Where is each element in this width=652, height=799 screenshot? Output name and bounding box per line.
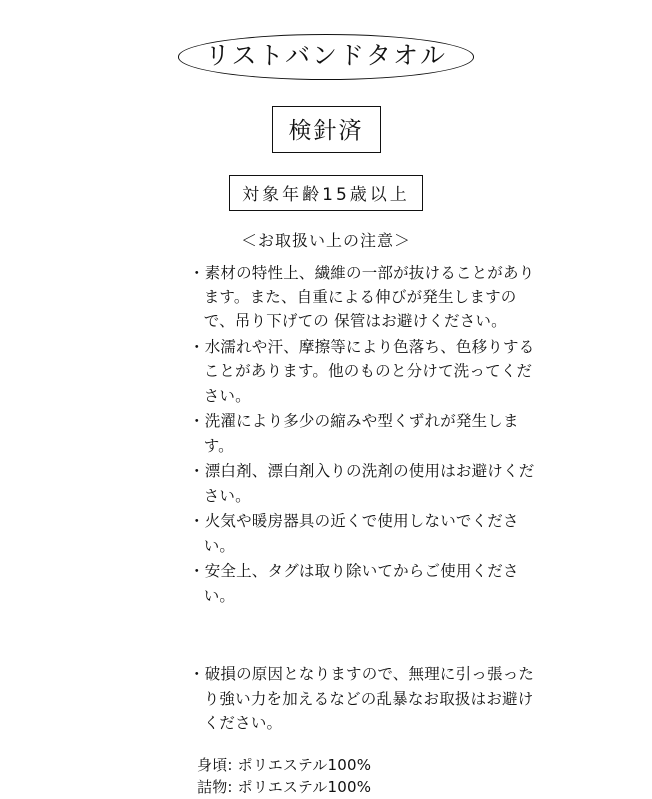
list-item: ・水濡れや汗、摩擦等により色落ち、色移りすることがあります。他のものと分けて洗ってください。 [189,337,535,405]
list-item: ・漂白剤、漂白剤入りの洗剤の使用はお避けください。 [189,462,535,505]
age-restriction-badge: 対象年齢15歳以上 [229,175,423,211]
list-item: ・洗濯により多少の縮みや型くずれが発生します。 [189,412,519,455]
list-item: ・安全上、タグは取り除いてからご使用ください。 [189,562,519,605]
page-title: リストバンドタオル [178,34,474,80]
material-line-body: 身頃: ポリエステル100% [197,755,372,774]
material-line-filling: 詰物: ポリエステル100% [197,778,372,797]
list-item-warning: ・破損の原因となりますので、無理に引っ張ったり強い力を加えるなどの乱暴なお取扱はお避けください。 [189,665,535,733]
material-composition [111,754,541,799]
notice-heading: ＜お取扱い上の注意＞ [240,230,411,250]
care-notes-list [111,261,541,737]
list-item: ・火気や暖房器具の近くで使用しないでください。 [189,512,519,555]
inspected-badge: 検針済 [272,106,381,153]
list-item: ・素材の特性上、繊維の一部が抜けることがあります。また、自重による伸びが発生しますので、吊り下げての 保管はお避けください。 [189,263,535,331]
